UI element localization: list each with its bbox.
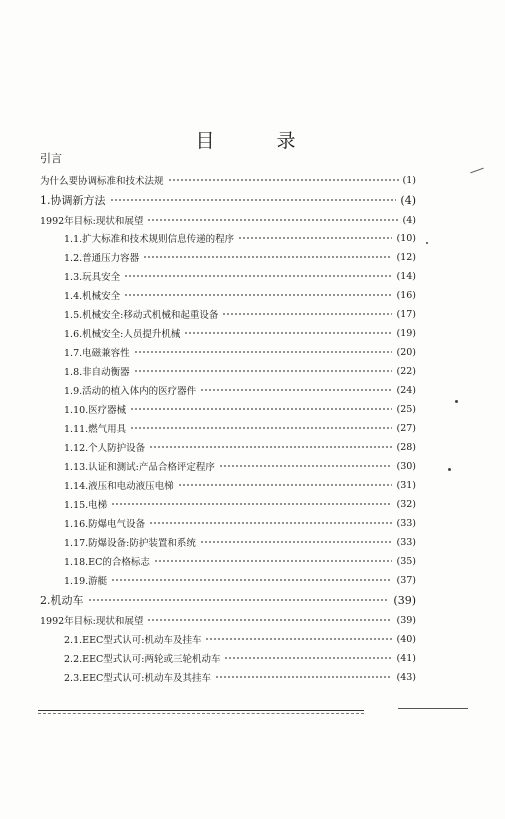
toc-entry-text: 1.5.机械安全:移动式机械和起重设备	[64, 310, 219, 321]
toc-entry-text: 2.3.EEC型式认可:机动车及其挂车	[64, 673, 211, 684]
toc-entry	[64, 382, 416, 398]
toc-entry	[64, 477, 416, 493]
dot-leader	[111, 579, 392, 581]
toc-entry	[64, 534, 416, 550]
toc-entry	[64, 268, 416, 284]
toc-entry	[64, 496, 416, 512]
toc-entry	[64, 669, 416, 685]
toc-entry-page: (27)	[396, 422, 416, 434]
toc-entry	[64, 249, 416, 265]
footer-rule-short	[398, 708, 468, 709]
toc-entry-page: (4)	[402, 214, 416, 226]
toc-entry-page: (17)	[396, 308, 416, 320]
toc-entry-text: 1.17.防爆设备:防护装置和系统	[64, 538, 196, 549]
toc-entry-page: (25)	[396, 403, 416, 415]
toc-entry-page: (40)	[396, 633, 416, 645]
toc-entry-page: (37)	[396, 574, 416, 586]
toc-entry-text: 1.12.个人防护设备	[64, 443, 146, 454]
toc-entry-text: 1.14.液压和电动液压电梯	[64, 481, 174, 492]
toc-entry-page: (28)	[396, 441, 416, 453]
toc-entry-page: (41)	[396, 652, 416, 664]
toc-entry-text: 1.10.医疗器械	[64, 405, 127, 416]
toc-entry-text: 1.13.认证和测试:产品合格评定程序	[64, 462, 215, 473]
toc-entry	[40, 192, 416, 208]
dot-leader	[147, 219, 398, 221]
dot-leader	[110, 199, 397, 201]
dot-leader	[168, 179, 399, 181]
toc-entry	[40, 592, 416, 608]
toc-entry-text: 1992年目标:现状和展望	[40, 616, 144, 627]
toc-entry-text: 为什么要协调标准和技术法规	[40, 176, 164, 187]
toc-entry-text: 引言	[40, 152, 62, 165]
toc-entry	[64, 344, 416, 360]
toc-entry	[64, 287, 416, 303]
dot-leader	[222, 313, 392, 315]
toc-entry-page: (35)	[396, 555, 416, 567]
toc-entry	[64, 420, 416, 436]
dot-leader	[178, 484, 393, 486]
dot-leader	[88, 599, 390, 601]
toc-entry-page: (16)	[396, 289, 416, 301]
toc-entry-text: 1.16.防爆电气设备	[64, 519, 146, 530]
toc-entry-page: (20)	[396, 346, 416, 358]
dot-leader	[134, 351, 393, 353]
toc-entry	[64, 515, 416, 531]
toc-entry-text: 1.协调新方法	[40, 194, 106, 207]
toc-entry	[64, 572, 416, 588]
toc-entry-text: 1.6.机械安全:人员提升机械	[64, 329, 181, 340]
toc-entry-text: 1.7.电磁兼容性	[64, 348, 130, 359]
toc-entry	[64, 306, 416, 322]
toc-entry-page: (22)	[396, 365, 416, 377]
dot-leader	[130, 427, 392, 429]
toc-entry-page: (1)	[402, 174, 416, 186]
toc-entry-page: (14)	[396, 270, 416, 282]
toc-entry	[64, 650, 416, 666]
toc-entry	[64, 401, 416, 417]
toc-entry-text: 1.3.玩具安全	[64, 272, 121, 283]
toc-entry-page: (32)	[396, 498, 416, 510]
dot-leader	[184, 332, 392, 334]
toc-entry	[64, 553, 416, 569]
dot-leader	[149, 446, 392, 448]
footer-rule-shadow	[38, 713, 364, 714]
dot-leader	[224, 657, 392, 659]
toc-entry-text: 1.15.电梯	[64, 500, 108, 511]
toc-entry	[40, 212, 416, 228]
toc-entry-text: 1.1.扩大标准和技术规则信息传递的程序	[64, 234, 235, 245]
toc-entry-intro	[40, 150, 62, 166]
toc-entry-text: 2.2.EEC型式认可:两轮或三轮机动车	[64, 654, 221, 665]
toc-entry-text: 1.9.活动的植入体内的医疗器件	[64, 386, 197, 397]
toc-entry-page: (24)	[396, 384, 416, 396]
dot-leader	[124, 294, 392, 296]
dot-leader	[143, 256, 392, 258]
dot-leader	[111, 503, 392, 505]
dot-leader	[134, 370, 393, 372]
toc-entry-page: (4)	[400, 193, 416, 207]
dot-leader	[124, 275, 392, 277]
toc-entry-page: (39)	[396, 614, 416, 626]
toc-entry	[64, 363, 416, 379]
dot-leader	[219, 465, 393, 467]
toc-entry-text: 1.11.燃气用具	[64, 424, 127, 435]
dot-leader	[154, 560, 393, 562]
dot-leader	[215, 676, 393, 678]
dot-leader	[238, 237, 392, 239]
toc-entry-page: (19)	[396, 327, 416, 339]
toc-entry-text: 1.2.普通压力容器	[64, 253, 140, 264]
toc-entry	[64, 325, 416, 341]
footer-rule	[38, 710, 364, 711]
toc-entry	[64, 631, 416, 647]
toc-entry-text: 1.19.游艇	[64, 576, 108, 587]
toc-entry-page: (43)	[396, 671, 416, 683]
toc-entry-page: (33)	[396, 536, 416, 548]
dot-leader	[130, 408, 392, 410]
toc-entry	[64, 230, 416, 246]
dot-leader	[205, 638, 392, 640]
scan-speck	[455, 400, 458, 403]
scan-mark	[470, 168, 483, 174]
toc-entry-text: 1.8.非自动衡器	[64, 367, 130, 378]
scan-speck	[426, 242, 428, 244]
toc-entry	[64, 458, 416, 474]
dot-leader	[200, 541, 393, 543]
toc-entry	[40, 612, 416, 628]
toc-entry-text: 1.18.EC的合格标志	[64, 557, 150, 568]
toc-entry-text: 2.机动车	[40, 594, 84, 607]
toc-entry-text: 2.1.EEC型式认可:机动车及挂车	[64, 635, 202, 646]
toc-entry-page: (31)	[396, 479, 416, 491]
page-title: 目 录	[195, 130, 324, 152]
toc-entry-page: (33)	[396, 517, 416, 529]
dot-leader	[149, 522, 392, 524]
toc-entry-page: (12)	[396, 251, 416, 263]
toc-entry	[40, 172, 416, 188]
toc-entry-text: 1.4.机械安全	[64, 291, 121, 302]
toc-entry-page: (10)	[396, 232, 416, 244]
toc-entry-text: 1992年目标:现状和展望	[40, 216, 144, 227]
toc-entry-page: (39)	[393, 593, 416, 607]
toc-entry-page: (30)	[396, 460, 416, 472]
dot-leader	[147, 619, 392, 621]
dot-leader	[200, 389, 392, 391]
toc-entry	[64, 439, 416, 455]
scan-speck	[448, 468, 451, 471]
